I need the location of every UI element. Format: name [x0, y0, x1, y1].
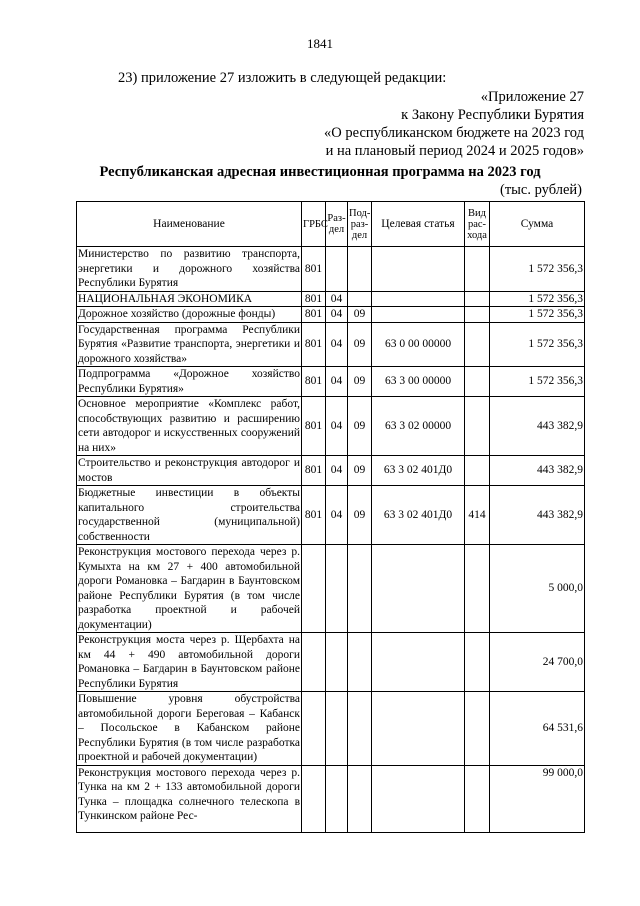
- cell-target: [372, 307, 465, 323]
- table-row: [77, 397, 585, 456]
- cell-podrazdel: [348, 633, 372, 692]
- budget-table: [76, 201, 585, 833]
- table-row: [77, 545, 585, 633]
- cell-vid: [465, 247, 490, 292]
- appendix-header: [324, 88, 584, 160]
- cell-target: 63 0 00 00000: [372, 322, 465, 367]
- header-podrazdel: Под-раз-дел: [348, 202, 372, 247]
- cell-target: [372, 765, 465, 832]
- cell-name: Строительство и реконструкция автодорог и мостов: [78, 457, 300, 484]
- cell-name: Бюджетные инвестиции в объекты капитального строительства государственной (муниципальной) собственности: [78, 487, 300, 543]
- table-row: [77, 247, 585, 292]
- cell-grbs: [302, 765, 326, 832]
- cell-grbs: 801: [302, 486, 326, 545]
- cell-name: Реконструкция моста через р. Щербахта на км 44 + 490 автомобильной дороги Романовка – Багдарин в Баунтовском районе Республики Бурятия: [78, 634, 300, 690]
- cell-vid: [465, 397, 490, 456]
- cell-name: Государственная программа Республики Бурятия «Развитие транспорта, энергетики и дорожного хозяйства»: [78, 323, 300, 365]
- cell-vid: [465, 307, 490, 323]
- cell-grbs: 801: [302, 307, 326, 323]
- appendix-line: и на плановый период 2024 и 2025 годов»: [325, 143, 584, 159]
- header-target: Целевая статья: [372, 202, 465, 247]
- cell-sum: 1 572 356,3: [490, 291, 585, 307]
- cell-sum: 1 572 356,3: [490, 367, 585, 397]
- cell-name: НАЦИОНАЛЬНАЯ ЭКОНОМИКА: [77, 291, 302, 307]
- cell-razdel: 04: [326, 307, 348, 323]
- cell-podrazdel: 09: [348, 456, 372, 486]
- cell-sum: 1 572 356,3: [490, 307, 585, 323]
- cell-sum: 1 572 356,3: [490, 247, 585, 292]
- cell-podrazdel: 09: [348, 486, 372, 545]
- cell-grbs: [302, 545, 326, 633]
- table-row: [77, 692, 585, 766]
- cell-name: Министерство по развитию транспорта, энергетики и дорожного хозяйства Республики Бурятия: [78, 248, 300, 289]
- amendment-text: 23) приложение 27 изложить в следующей редакции:: [118, 70, 447, 86]
- cell-vid: [465, 545, 490, 633]
- cell-vid: [465, 633, 490, 692]
- cell-vid: [465, 692, 490, 766]
- cell-podrazdel: [348, 545, 372, 633]
- appendix-line: к Закону Республики Бурятия: [401, 107, 584, 123]
- header-razdel: Раз-дел: [326, 202, 348, 247]
- cell-grbs: [302, 633, 326, 692]
- header-grbs: ГРБС: [302, 202, 326, 247]
- cell-vid: [465, 765, 490, 832]
- cell-razdel: 04: [326, 291, 348, 307]
- cell-grbs: 801: [302, 397, 326, 456]
- cell-podrazdel: [348, 765, 372, 832]
- units-label: (тыс. рублей): [500, 182, 582, 198]
- cell-name: Повышение уровня обустройства автомобильной дороги Береговая – Кабанск – Посольское в Кабанском районе Республики Бурятия (в том числе разработка проектной и рабочей документации): [78, 693, 300, 763]
- cell-grbs: 801: [302, 367, 326, 397]
- cell-podrazdel: 09: [348, 307, 372, 323]
- cell-razdel: 04: [326, 322, 348, 367]
- cell-grbs: [302, 692, 326, 766]
- table-row: [77, 456, 585, 486]
- appendix-line: «Приложение 27: [480, 89, 584, 105]
- cell-podrazdel: 09: [348, 367, 372, 397]
- cell-razdel: 04: [326, 486, 348, 545]
- cell-grbs: 801: [302, 291, 326, 307]
- page-number: 1841: [307, 36, 333, 51]
- appendix-line: «О республиканском бюджете на 2023 год: [324, 125, 584, 141]
- cell-podrazdel: 09: [348, 397, 372, 456]
- cell-grbs: 801: [302, 322, 326, 367]
- cell-podrazdel: [348, 247, 372, 292]
- cell-razdel: [326, 765, 348, 832]
- cell-target: [372, 692, 465, 766]
- cell-target: [372, 633, 465, 692]
- cell-razdel: [326, 633, 348, 692]
- cell-name: Подпрограмма «Дорожное хозяйство Республики Бурятия»: [78, 368, 300, 395]
- cell-razdel: 04: [326, 367, 348, 397]
- cell-vid: [465, 291, 490, 307]
- table-row: [77, 367, 585, 397]
- header-vid: Вид рас-хода: [465, 202, 490, 247]
- cell-grbs: 801: [302, 247, 326, 292]
- cell-razdel: [326, 692, 348, 766]
- cell-target: 63 3 02 00000: [372, 397, 465, 456]
- table-row: [77, 633, 585, 692]
- cell-razdel: 04: [326, 456, 348, 486]
- header-sum: Сумма: [490, 202, 585, 247]
- table-row: [77, 307, 585, 323]
- table-row: [77, 486, 585, 545]
- header-name: Наименование: [77, 202, 302, 247]
- table-row: [77, 765, 585, 832]
- cell-sum: 24 700,0: [490, 633, 585, 692]
- cell-podrazdel: 09: [348, 322, 372, 367]
- cell-razdel: [326, 247, 348, 292]
- cell-name: Основное мероприятие «Комплекс работ, способствующих развитию и расширению сети автодорог и искусственных сооружений на них»: [78, 398, 300, 454]
- cell-sum: 443 382,9: [490, 456, 585, 486]
- cell-vid: [465, 322, 490, 367]
- cell-target: [372, 247, 465, 292]
- table-row: [77, 291, 585, 307]
- cell-vid: [465, 367, 490, 397]
- cell-sum: 64 531,6: [490, 692, 585, 766]
- document-title: Республиканская адресная инвестиционная программа на 2023 год: [99, 164, 541, 180]
- cell-sum: 1 572 356,3: [490, 322, 585, 367]
- cell-sum: 443 382,9: [490, 486, 585, 545]
- cell-target: 63 3 02 401Д0: [372, 456, 465, 486]
- cell-vid: [465, 456, 490, 486]
- cell-sum: 5 000,0: [490, 545, 585, 633]
- cell-name: Реконструкция мостового перехода через р. Тунка на км 2 + 133 автомобильной дороги Тунка – площадка солнечного телескопа в Тункинском районе Рес-: [77, 765, 302, 832]
- cell-podrazdel: [348, 692, 372, 766]
- cell-target: [372, 545, 465, 633]
- cell-podrazdel: [348, 291, 372, 307]
- cell-razdel: 04: [326, 397, 348, 456]
- cell-sum: 99 000,0: [490, 765, 585, 832]
- cell-target: [372, 291, 465, 307]
- cell-vid: 414: [465, 486, 490, 545]
- cell-grbs: 801: [302, 456, 326, 486]
- cell-name: Дорожное хозяйство (дорожные фонды): [77, 307, 302, 323]
- cell-target: 63 3 00 00000: [372, 367, 465, 397]
- cell-sum: 443 382,9: [490, 397, 585, 456]
- cell-target: 63 3 02 401Д0: [372, 486, 465, 545]
- table-row: [77, 322, 585, 367]
- cell-name: Реконструкция мостового перехода через р. Кумыхта на км 27 + 400 автомобильной дороги Романовка – Багдарин в Баунтовском районе Республики Бурятия (в том числе разработка проектной и рабочей документации): [78, 546, 300, 631]
- table-header-row: [77, 202, 585, 247]
- cell-razdel: [326, 545, 348, 633]
